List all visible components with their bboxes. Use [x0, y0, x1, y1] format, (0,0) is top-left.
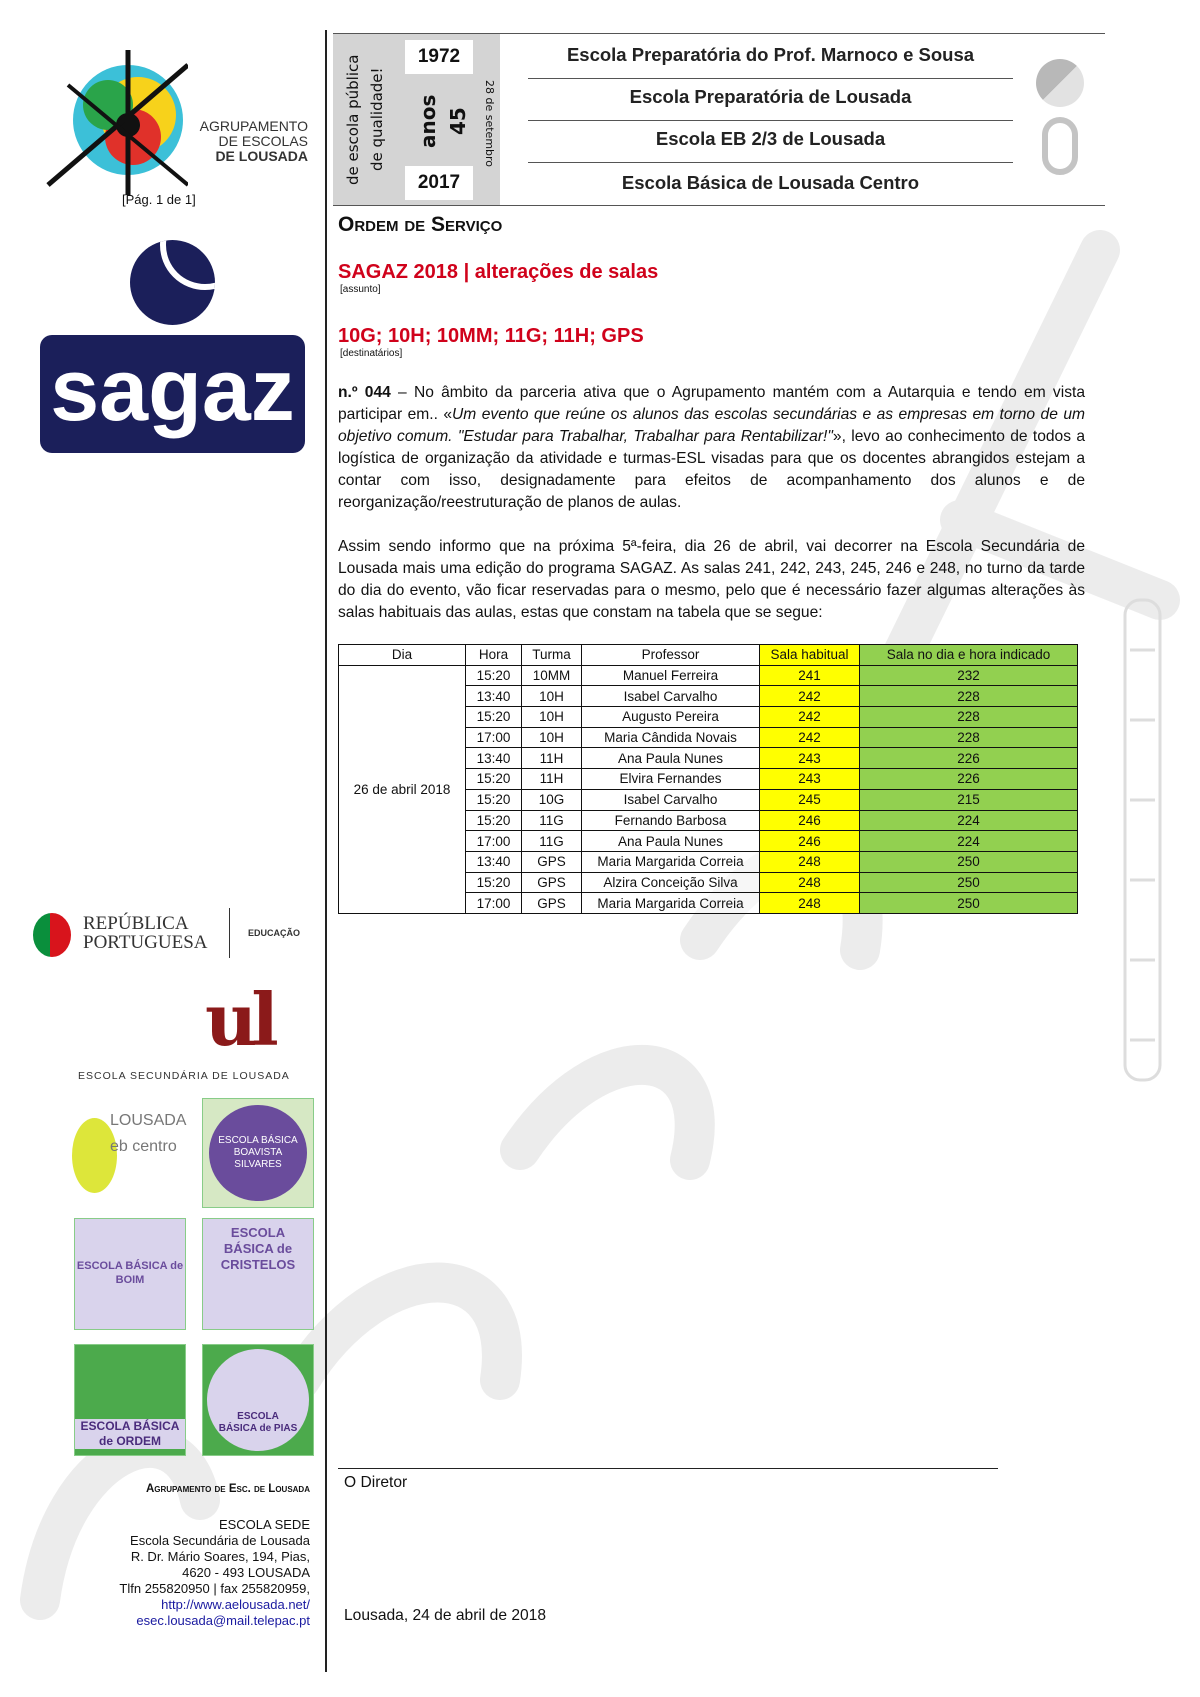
recipients: 10G; 10H; 10MM; 11G; 11H; GPS [338, 325, 644, 347]
cell-sala-habitual: 248 [760, 872, 860, 893]
cell-turma: 11G [522, 831, 582, 852]
cell-sala-nova: 232 [860, 665, 1078, 686]
cell-hora: 13:40 [466, 748, 522, 769]
cell-hora: 13:40 [466, 686, 522, 707]
agrupamento-logo [38, 45, 313, 195]
year-start: 1972 [405, 40, 473, 74]
cell-turma: 10MM [522, 665, 582, 686]
table-row [339, 665, 1078, 686]
cell-sala-nova: 224 [860, 810, 1078, 831]
cell-turma: 10H [522, 727, 582, 748]
cell-turma: GPS [522, 872, 582, 893]
cell-professor: Maria Cândida Novais [582, 727, 760, 748]
cell-sala-nova: 228 [860, 686, 1078, 707]
cell-professor: Elvira Fernandes [582, 769, 760, 790]
order-number: n.º 044 [338, 384, 391, 401]
cell-turma: 10G [522, 789, 582, 810]
school-name: Escola EB 2/3 de Lousada [655, 128, 886, 149]
cell-turma: 11G [522, 810, 582, 831]
anniversary: 45 anos [416, 94, 470, 148]
cell-sala-nova: 215 [860, 789, 1078, 810]
room-changes-table [338, 644, 1078, 914]
cell-sala-nova: 226 [860, 748, 1078, 769]
cell-sala-habitual: 241 [760, 665, 860, 686]
cell-turma: 11H [522, 748, 582, 769]
cell-sala-habitual: 242 [760, 707, 860, 728]
cell-hora: 15:20 [466, 789, 522, 810]
cell-professor: Manuel Ferreira [582, 665, 760, 686]
col-sala-nova: Sala no dia e hora indicado [860, 645, 1078, 666]
cell-hora: 17:00 [466, 727, 522, 748]
flag-emblem-icon [33, 913, 71, 957]
col-sala-habitual: Sala habitual [760, 645, 860, 666]
cell-sala-habitual: 243 [760, 748, 860, 769]
cell-turma: 10H [522, 686, 582, 707]
school-name: Escola Preparatória do Prof. Marnoco e Sousa [566, 44, 975, 65]
motto: de escola pública de qualidade! [344, 54, 386, 185]
cell-sala-habitual: 242 [760, 686, 860, 707]
side-watermark-graphic [1125, 600, 1160, 1080]
cell-sala-nova: 224 [860, 831, 1078, 852]
cell-sala-habitual: 245 [760, 789, 860, 810]
header-banner [333, 33, 1105, 206]
cell-hora: 15:20 [466, 665, 522, 686]
page-indicator: [Pág. 1 de 1] [122, 192, 196, 207]
cell-hora: 15:20 [466, 810, 522, 831]
cell-professor: Isabel Carvalho [582, 686, 760, 707]
cell-sala-habitual: 246 [760, 810, 860, 831]
cell-sala-habitual: 246 [760, 831, 860, 852]
cell-turma: 11H [522, 769, 582, 790]
cell-sala-nova: 250 [860, 893, 1078, 914]
logo-line: DE ESCOLAS [218, 133, 308, 149]
eb-cristelos-logo: ESCOLA BÁSICA de CRISTELOS [202, 1218, 314, 1330]
col-professor: Professor [582, 645, 760, 666]
subject: SAGAZ 2018 | alterações de salas [338, 261, 659, 283]
cell-professor: Alzira Conceição Silva [582, 872, 760, 893]
cell-sala-habitual: 242 [760, 727, 860, 748]
school-name: Escola Preparatória de Lousada [629, 86, 912, 107]
year-end: 2017 [405, 166, 473, 200]
cell-hora: 17:00 [466, 831, 522, 852]
cell-sala-nova: 226 [860, 769, 1078, 790]
republica-portuguesa-logo: REPÚBLICA PORTUGUESA EDUCAÇÃO [33, 908, 303, 958]
eb-boim-logo: ESCOLA BÁSICA de BOIM [74, 1218, 186, 1330]
subject-label: [assunto] [340, 284, 381, 295]
cell-hora: 15:20 [466, 707, 522, 728]
cell-dia: 26 de abril 2018 [339, 665, 466, 913]
school-name: Escola Básica de Lousada Centro [621, 172, 920, 193]
recipients-label: [destinatários] [340, 348, 403, 359]
email-link[interactable]: esec.lousada@mail.telepac.pt [136, 1613, 310, 1628]
col-dia: Dia [339, 645, 466, 666]
cell-hora: 15:20 [466, 769, 522, 790]
signature-line [338, 1468, 998, 1469]
escola-secundaria-logo: ul ESCOLA SECUNDÁRIA DE LOUSADA [78, 977, 290, 1082]
school-address: ESCOLA SEDE Escola Secundária de Lousada R. Dr. Mário Soares, 194, Pias, 4620 - 493 LOUSADA Tlfn 255820950 | fax 255820959, http://www.aelousada.net/ esec.lousada@mail.telepac.pt [50, 1517, 310, 1629]
eb-centro-logo: LOUSADA eb centro [70, 1098, 182, 1208]
cell-hora: 17:00 [466, 893, 522, 914]
cell-professor: Fernando Barbosa [582, 810, 760, 831]
logo-line: AGRUPAMENTO [199, 118, 308, 134]
column-divider [325, 30, 327, 1672]
col-hora: Hora [466, 645, 522, 666]
place-date: Lousada, 24 de abril de 2018 [344, 1607, 547, 1624]
agrupamento-logo-icon [38, 45, 188, 195]
eb-lousada-logo [1036, 59, 1091, 179]
cell-turma: GPS [522, 893, 582, 914]
paragraph-intro: n.º 044 – No âmbito da parceria ativa que o Agrupamento mantém com a Autarquia e tendo em vista participar em.. «Um evento que reúne os alunos das escolas secundárias e as empresas em torno de um objetivo comum. "Estudar para Trabalhar, Trabalhar para Rentabilizar!"», levo ao conhecimento de todos a logística de organização da atividade e turmas-ESL visadas para que os docentes abrangidos estejam a contar com isso, designadamente para efeitos de acompanhamento dos alunos e de reorganização/reestruturação de planos de aulas. [338, 384, 1085, 511]
cell-sala-nova: 250 [860, 851, 1078, 872]
cell-hora: 15:20 [466, 872, 522, 893]
website-link[interactable]: http://www.aelousada.net/ [161, 1597, 310, 1612]
logo-line: DE LOUSADA [215, 148, 308, 164]
paragraph-details: Assim sendo informo que na próxima 5ª-feira, dia 26 de abril, vai decorrer na Escola Secundária de Lousada mais uma edição do programa SAGAZ. As salas 241, 242, 243, 245, 246 e 248, no turno da tarde do dia do evento, vão ficar reservadas para o mesmo, pelo que é necessário fazer algumas alterações às salas habituais das aulas, estas que constam na tabela que se segue: [338, 538, 1085, 621]
anniversary-date: 28 de setembro [483, 80, 496, 168]
cell-sala-habitual: 248 [760, 851, 860, 872]
cell-professor: Ana Paula Nunes [582, 831, 760, 852]
cell-hora: 13:40 [466, 851, 522, 872]
document-body [338, 212, 1085, 914]
cell-sala-nova: 228 [860, 707, 1078, 728]
eb-pias-logo: ESCOLA BÁSICA de PIAS [202, 1344, 314, 1456]
cell-sala-habitual: 248 [760, 893, 860, 914]
cell-sala-nova: 250 [860, 872, 1078, 893]
signature-label: O Diretor [344, 1474, 408, 1491]
agrupamento-footer-title: Agrupamento de Esc. de Lousada [145, 1483, 310, 1495]
cell-professor: Isabel Carvalho [582, 789, 760, 810]
cell-professor: Augusto Pereira [582, 707, 760, 728]
cell-professor: Maria Margarida Correia [582, 851, 760, 872]
table-header-row [339, 645, 1078, 666]
cell-sala-habitual: 243 [760, 769, 860, 790]
cell-turma: 10H [522, 707, 582, 728]
cell-professor: Ana Paula Nunes [582, 748, 760, 769]
col-turma: Turma [522, 645, 582, 666]
sagaz-logo: sagaz [40, 240, 305, 455]
cell-professor: Maria Margarida Correia [582, 893, 760, 914]
document-title: Ordem de Serviço [338, 213, 503, 236]
cell-turma: GPS [522, 851, 582, 872]
eb-ordem-logo: ESCOLA BÁSICA de ORDEM [74, 1344, 186, 1456]
cell-sala-nova: 228 [860, 727, 1078, 748]
eb-boavista-logo: ESCOLA BÁSICA BOAVISTA SILVARES [202, 1098, 314, 1208]
